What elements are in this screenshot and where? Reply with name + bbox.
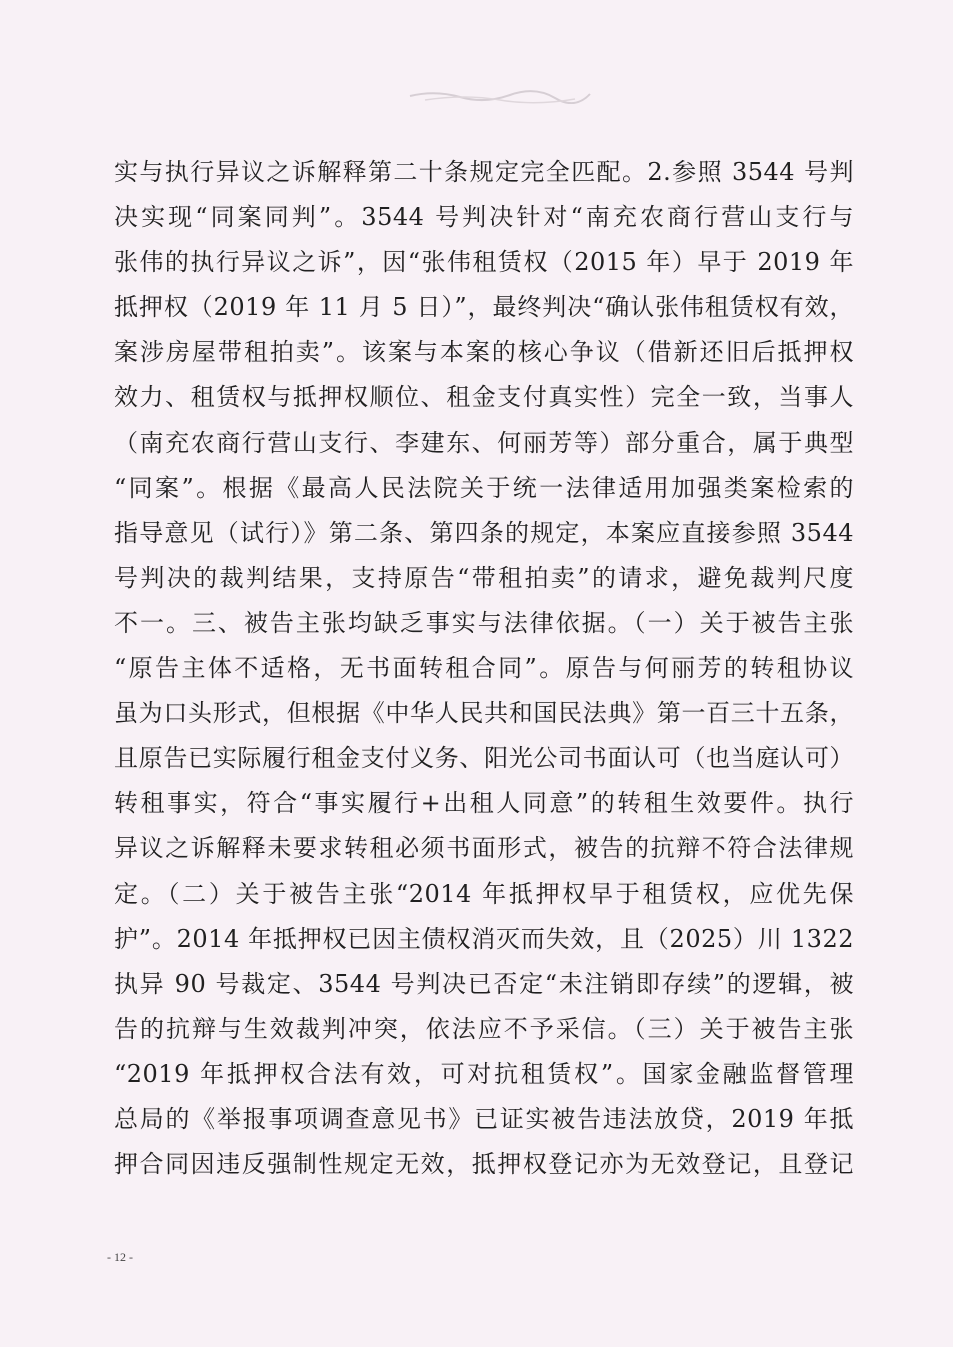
- text-line: 转租事实，符合“事实履行+出租人同意”的转租生效要件。执行: [114, 789, 854, 818]
- text-line: 抵押权（2019 年 11 月 5 日）”，最终判决“确认张伟租赁权有效，: [114, 293, 854, 322]
- text-line: 实与执行异议之诉解释第二十条规定完全匹配。2.参照 3544 号判: [114, 158, 854, 186]
- text-line: 护”。2014 年抵押权已因主债权消灭而失效，且（2025）川 1322: [114, 924, 854, 953]
- text-line: 虽为口头形式，但根据《中华人民共和国民法典》第一百三十五条，: [114, 699, 854, 728]
- text-line: 张伟的执行异议之诉”，因“张伟租赁权（2015 年）早于 2019 年: [114, 248, 854, 277]
- text-line: 指导意见（试行）》第二条、第四条的规定，本案应直接参照 3544: [114, 518, 854, 547]
- text-line: 决实现“同案同判”。3544 号判决针对“南充农商行营山支行与: [114, 203, 854, 232]
- text-line: 案涉房屋带租拍卖”。该案与本案的核心争议（借新还旧后抵押权: [114, 338, 854, 367]
- text-line: 告的抗辩与生效裁判冲突，依法应不予采信。（三）关于被告主张: [114, 1014, 854, 1043]
- text-line: “2019 年抵押权合法有效，可对抗租赁权”。国家金融监督管理: [114, 1059, 854, 1088]
- text-line: 定。（二）关于被告主张“2014 年抵押权早于租赁权，应优先保: [114, 879, 854, 908]
- text-line: 异议之诉解释未要求转租必须书面形式，被告的抗辩不符合法律规: [114, 834, 854, 863]
- page-number: - 12 -: [107, 1250, 133, 1264]
- text-line: 押合同因违反强制性规定无效，抵押权登记亦为无效登记，且登记: [114, 1150, 854, 1179]
- text-line: 效力、租赁权与抵押权顺位、租金支付真实性）完全一致，当事人: [114, 383, 854, 412]
- body-text: [114, 150, 854, 1187]
- scan-smudge: [405, 86, 595, 104]
- text-line: 号判决的裁判结果，支持原告“带租拍卖”的请求，避免裁判尺度: [114, 563, 854, 592]
- text-line: 总局的《举报事项调查意见书》已证实被告违法放贷，2019 年抵: [114, 1104, 854, 1133]
- text-line: “同案”。根据《最高人民法院关于统一法律适用加强类案检索的: [114, 473, 854, 502]
- text-line: “原告主体不适格，无书面转租合同”。原告与何丽芳的转租协议: [114, 654, 854, 683]
- text-line: 且原告已实际履行租金支付义务、阳光公司书面认可（也当庭认可）: [114, 744, 854, 773]
- text-line: 不一。三、被告主张均缺乏事实与法律依据。（一）关于被告主张: [114, 608, 854, 637]
- text-line: 执异 90 号裁定、3544 号判决已否定“未注销即存续”的逻辑，被: [114, 969, 854, 998]
- text-line: （南充农商行营山支行、李建东、何丽芳等）部分重合，属于典型: [114, 428, 854, 457]
